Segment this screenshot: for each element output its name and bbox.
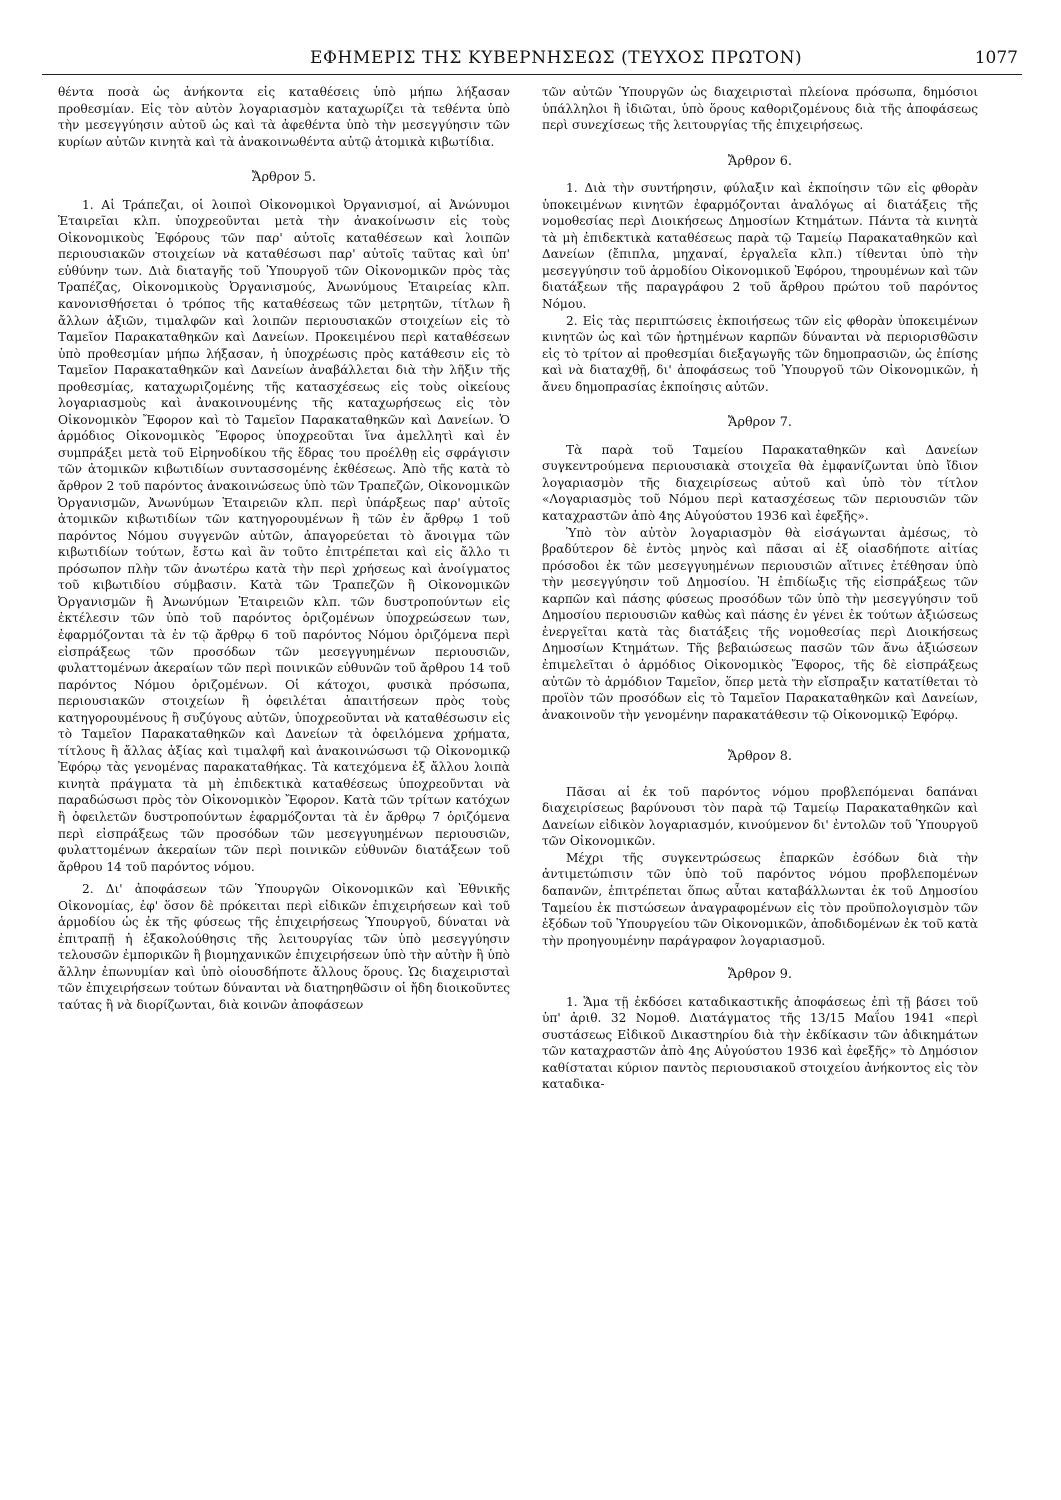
spacer bbox=[542, 432, 978, 442]
spacer bbox=[542, 766, 978, 784]
spacer bbox=[542, 984, 978, 994]
gazette-title: ΕΦΗΜΕΡΙΣ ΤΗΣ ΚΥΒΕΡΝΗΣΕΩΣ (ΤΕΥΧΟΣ ΠΡΩΤΟΝ) bbox=[310, 48, 803, 68]
spacer bbox=[542, 395, 978, 415]
spacer bbox=[58, 150, 510, 170]
left-column bbox=[58, 84, 510, 1014]
page-number: 1077 bbox=[974, 48, 1018, 68]
article-7-paragraph-2: Ὑπὸ τὸν αὐτὸν λογαριασμὸν θὰ εἰσάγωνται ἀμέσως, τὸ βραδύτερον δὲ ἐντὸς μηνὸς καὶ πᾶσαι αἱ ἐξ οἱασδήποτε αἰτίας πρόσοδοι ἐκ τῶν μεσεγγυημένων περιουσιῶν αἵτινες ἐτέθησαν ὑπὸ τὴν μεσεγγύησιν τοῦ Δημοσίου. Ἡ ἐπιδίωξις τῆς εἰσπράξεως τῶν καρπῶν καὶ πάσης φύσεως προσόδων τῶν ὑπὸ τὴν μεσεγγύησιν τοῦ Δημοσίου περιουσιῶν καθὼς καὶ πάσης ἐν γένει ἐκ τούτων ἀξιώσεως ἐνεργεῖται κατὰ τὰς διατάξεις τῆς νομοθεσίας περὶ Διοικήσεως Δημοσίων Κτημάτων. Τῆς βεβαιώσεως πασῶν τῶν ἄνω ἀξιώσεων ἐπιμελεῖται ὁ ἁρμόδιος Οἰκονομικὸς Ἔφορος, τῆς δὲ εἰσπράξεως αὐτῶν τὸ ἁρμόδιον Ταμεῖον, ὅπερ μετὰ τὴν εἴσπραξιν κατατίθεται τὸ προϊὸν τῶν προσόδων εἰς τὸ Ταμεῖον Παρακαταθηκῶν καὶ Δανείων, ἀνακοινοῦν τὴν γενομένην παρακατάθεσιν τῷ Οἰκονομικῷ Ἐφόρῳ. bbox=[542, 525, 978, 722]
right-intro-paragraph: τῶν αὐτῶν Ὑπουργῶν ὡς διαχειρισταὶ πλείονα πρόσωπα, δημόσιοι ὑπάλληλοι ἢ ἰδιῶται, ὑπὸ ὅρους καθοριζομένους διὰ τῆς ἀποφάσεως περὶ συνεχίσεως τῆς λειτουργίας τῆς ἐπιχειρήσεως. bbox=[542, 85, 978, 133]
page-header bbox=[42, 44, 1022, 74]
article-9-heading: Ἄρθρον 9. bbox=[728, 967, 792, 983]
spacer bbox=[542, 170, 978, 180]
article-7-paragraph-1: Τὰ παρὰ τοῦ Ταμείου Παρακαταθηκῶν καὶ Δανείων συγκεντρούμενα περιουσιακὰ στοιχεῖα θὰ ἐμφανίζωνται ὑπὸ ἴδιον λογαριασμὸν τῆς διαχειρίσεως αὐτοῦ καὶ ὑπὸ τὸν τίτλον «Λογαριασμὸς τοῦ Νόμου περὶ κατασχέσεως τῶν περιουσιῶν τῶν καταχραστῶν ἀπὸ 4ης Αὐγούστου 1936 καὶ ἐφεξῆς». bbox=[542, 442, 978, 524]
left-intro-paragraph: θέντα ποσὰ ὡς ἀνήκοντα εἰς καταθέσεις ὑπὸ μήπω λήξασαν προθεσμίαν. Εἰς τὸν αὐτὸν λογαριασμὸν καταχωρίζει τὰ τεθέντα ὑπὸ τὴν μεσεγγύησιν αὐτοῦ ὡς καὶ τὰ ἀφεθέντα ὑπὸ τὴν μεσεγγύησιν τῶν κυρίων αὐτῶν κινητὰ καὶ τὰ ἀνακοινωθέντα αὐτῷ ἀτομικὰ κιβωτίδια. bbox=[58, 85, 510, 149]
spacer bbox=[542, 134, 978, 154]
article-6-heading: Ἄρθρον 6. bbox=[728, 153, 792, 169]
header-rule bbox=[42, 74, 1022, 75]
article-5-paragraph-2: 2. Δι' ἀποφάσεων τῶν Ὑπουργῶν Οἰκονομικῶν καὶ Ἐθνικῆς Οἰκονομίας, ἐφ' ὅσον δὲ πρόκειται περὶ εἰδικῶν ἐπιχειρήσεων καὶ τοῦ ἁρμοδίου ὡς ἐκ τῆς φύσεως τῆς ἐπιχειρήσεως Ὑπουργοῦ, δύναται νὰ ἐπιτραπῇ ἡ ἐξακολούθησις τῆς λειτουργίας τῶν ὑπὸ μεσεγγύησιν τελουσῶν ἐμπορικῶν ἢ βιομηχανικῶν ἐπιχειρήσεων ὑπὸ τὴν αὐτὴν ἢ ὑπὸ ἄλλην ἐπωνυμίαν καὶ ὑπὸ οἱουσδήποτε ἄλλους ὅρους. Ὡς διαχειρισταὶ τῶν ἐπιχειρήσεων τούτων δύνανται νὰ διατηρηθῶσιν οἱ ἤδη διοικοῦντες ταύτας ἢ νὰ διορίζωνται, διὰ κοινῶν ἀποφάσεων bbox=[58, 882, 510, 1012]
spacer bbox=[58, 187, 510, 197]
right-column bbox=[542, 84, 978, 1093]
article-8-paragraph-2: Μέχρι τῆς συγκεντρώσεως ἐπαρκῶν ἐσόδων διὰ τὴν ἀντιμετώπισιν τῶν ὑπὸ τοῦ παρόντος νόμου προβλεπομένων δαπανῶν, ἐπιτρέπεται ὅπως αὗται καταβάλλωνται ἐκ τοῦ Δημοσίου Ταμείου ἐκ πιστώσεων ἀναγραφομένων εἰς τὸν προϋπολογισμὸν τῶν ἐξόδων τοῦ Ὑπουργείου τῶν Οἰκονομικῶν, ἀποδιδομένων ἐκ τοῦ κατὰ τὴν προηγουμένην παράγραφον λογαριασμοῦ. bbox=[542, 850, 978, 948]
article-8-paragraph-1: Πᾶσαι αἱ ἐκ τοῦ παρόντος νόμου προβλεπόμεναι δαπάναι διαχειρίσεως βαρύνουσι τὸν παρὰ τῷ Ταμείῳ Παρακαταθηκῶν καὶ Δανείων εἰδικὸν λογαριασμόν, κινούμενον δι' ἐντολῶν τοῦ Ὑπουργοῦ τῶν Οἰκονομικῶν. bbox=[542, 784, 978, 849]
article-9-paragraph-1: 1. Ἅμα τῇ ἐκδόσει καταδικαστικῆς ἀποφάσεως ἐπὶ τῇ βάσει τοῦ ὑπ' ἀριθ. 32 Νομοθ. Διατάγματος τῆς 13/15 Μαΐου 1941 «περὶ συστάσεως Εἰδικοῦ Δικαστηρίου διὰ τὴν ἐκδίκασιν τῶν ἀδικημάτων τῶν καταχραστῶν ἀπὸ 4ης Αὐγούστου 1936 καὶ ἐφεξῆς» τὸ Δημόσιον καθίσταται κύριον παντὸς περιουσιακοῦ στοιχείου ἀνήκοντος εἰς τὸν καταδικα- bbox=[542, 994, 978, 1092]
article-7-heading: Ἄρθρον 7. bbox=[728, 415, 792, 431]
article-6-paragraph-1: 1. Διὰ τὴν συντήρησιν, φύλαξιν καὶ ἐκποίησιν τῶν εἰς φθορὰν ὑποκειμένων κινητῶν ἐφαρμόζονται ἀναλόγως αἱ διατάξεις τῆς νομοθεσίας περὶ Διοικήσεως Δημοσίων Κτημάτων. Πάντα τὰ κινητὰ τὰ μὴ ἐπιδεκτικὰ καταθέσεως παρὰ τῷ Ταμείῳ Παρακαταθηκῶν καὶ Δανείων (ἔπιπλα, μηχαναί, ἐργαλεῖα κλπ.) τίθενται ὑπὸ τὴν μεσεγγύησιν τοῦ ἁρμοδίου Οἰκονομικοῦ Ἐφόρου, τηρουμένων καὶ τῶν διατάξεων τῆς παραγράφου 2 τοῦ ἄρθρου πρώτου τοῦ παρόντος Νόμου. bbox=[542, 181, 978, 312]
spacer bbox=[542, 949, 978, 967]
article-5-heading: Ἄρθρον 5. bbox=[252, 170, 316, 186]
article-8-heading: Ἄρθρον 8. bbox=[728, 749, 792, 765]
spacer bbox=[542, 723, 978, 749]
article-5-paragraph-1: 1. Αἱ Τράπεζαι, οἱ λοιποὶ Οἰκονομικοὶ Ὀργανισμοί, αἱ Ἀνώνυμοι Ἑταιρεῖαι κλπ. ὑποχρεοῦνται μετὰ τὴν ἀνακοίνωσιν εἰς τοὺς Οἰκονομικοὺς Ἐφόρους τῶν παρ' αὐτοῖς καταθέσεων καὶ λοιπῶν περιουσιακῶν στοιχείων νὰ καταθέσωσι παρ' αὐτοῖς ταῦτας καὶ ὑπ' εὐθύνην των. Διὰ διαταγῆς τοῦ Ὑπουργοῦ τῶν Οἰκονομικῶν πρὸς τὰς Τραπέζας, Οἰκονομικοὺς Ὀργανισμούς, Ἀνωνύμους Ἑταιρείας κλπ. κανονισθήσεται ὁ τρόπος τῆς καταθέσεως τῶν μετρητῶν, τίτλων ἢ ἄλλων ἀξιῶν, τιμαλφῶν καὶ λοιπῶν περιουσιακῶν στοιχείων εἰς τὸ Ταμεῖον Παρακαταθηκῶν καὶ Δανείων. Προκειμένου περὶ καταθέσεων ὑπὸ προθεσμίαν μήπω λήξασαν, ἡ ὑποχρέωσις πρὸς κατάθεσιν εἰς τὸ Ταμεῖον Παρακαταθηκῶν καὶ Δανείων ἀναβάλλεται διὰ τὴν λῆξιν τῆς προθεσμίας, καταχωριζομένης τῆς κατασχέσεως εἰς τοὺς οἰκείους λογαριασμοὺς καὶ ἀνακοινουμένης τῆς καταχωρήσεως εἰς τὸν Οἰκονομικὸν Ἔφορον καὶ τὸ Ταμεῖον Παρακαταθηκῶν καὶ Δανείων. Ὁ ἁρμόδιος Οἰκονομικὸς Ἔφορος ὑποχρεοῦται ἵνα ἀμελλητὶ καὶ ἐν συμπράξει μετὰ τοῦ Εἰρηνοδίκου τῆς ἕδρας του προέλθῃ εἰς σφράγισιν τῶν ἀτομικῶν κιβωτιδίων συντασσομένης ἐκθέσεως. Ἀπὸ τῆς κατὰ τὸ ἄρθρον 2 τοῦ παρόντος ἀνακοινώσεως ὑπὸ τῶν Τραπεζῶν, Οἰκονομικῶν Ὀργανισμῶν, Ἀνωνύμων Ἑταιρειῶν κλπ. περὶ ὑπάρξεως παρ' αὐτοῖς ἀτομικῶν κιβωτιδίων τῶν κατηγορουμένων ἢ τῶν ἐν ἄρθρῳ 1 τοῦ παρόντος Νόμου συγγενῶν αὐτῶν, ἀπαγορεύεται τὸ ἄνοιγμα τῶν κιβωτιδίων τούτων, ἔστω καὶ ἂν τοῦτο ἐπιτρέπεται καὶ εἰς ἄλλο τι πρόσωπον πλὴν τῶν ἀνωτέρω κατὰ τὴν περὶ χρήσεως καὶ ἀνοίγματος τοῦ κιβωτιδίου σύμβασιν. Κατὰ τῶν Τραπεζῶν ἢ Οἰκονομικῶν Ὀργανισμῶν ἢ Ἀνωνύμων Ἑταιρειῶν κλπ. τῶν δυστροπούντων εἰς ἐκτέλεσιν τῶν ὑπὸ τοῦ παρόντος ὁριζομένων ὑποχρεώσεων των, ἐφαρμόζονται τὰ ἐν τῷ ἄρθρῳ 6 τοῦ παρόντος Νόμου ὁριζόμενα περὶ εἰσπράξεως τῶν προσόδων τῶν μεσεγγυημένων περιουσιῶν, φυλαττομένων ἀκεραίων τῶν περὶ ποινικῶν εὐθυνῶν τοῦ ἄρθρου 14 τοῦ παρόντος Νόμου ὁριζομένων. Οἱ κάτοχοι, φυσικὰ πρόσωπα, περιουσιακῶν στοιχείων ἢ ὀφειλέται ἀπαιτήσεων πρὸς τοὺς κατηγορουμένους ἢ συζύγους αὐτῶν, ὑποχρεοῦνται νὰ καταθέσωσιν εἰς τὸ Ταμεῖον Παρακαταθηκῶν καὶ Δανείων τὰ ὀφειλόμενα χρήματα, τίτλους ἢ ἄλλας ἀξίας καὶ τιμαλφῆ καὶ ἀνακοινώσωσι τῷ Οἰκονομικῷ Ἐφόρῳ τὰς γενομένας παρακαταθήκας. Τὰ κατεχόμενα ἐξ ἄλλου λοιπὰ κινητὰ πράγματα τὰ μὴ ἐπιδεκτικὰ καταθέσεως ὑποχρεοῦνται νὰ παραδώσωσι πρὸς τὸν Οἰκονομικὸν Ἔφορον. Κατὰ τῶν τρίτων κατόχων ἢ ὀφειλετῶν δυστροπούντων ἐφαρμόζονται τὰ ἐν ἄρθρῳ 7 ὁριζόμενα περὶ εἰσπράξεως τῶν προσόδων τῶν μεσεγγυημένων περιουσιῶν, φυλαττομένων ἀκεραίων τῶν περὶ ποινικῶν εὐθυνῶν διατάξεων τοῦ ἄρθρου 14 τοῦ παρόντος νόμου. bbox=[58, 197, 510, 874]
article-6-paragraph-2: 2. Εἰς τὰς περιπτώσεις ἐκποιήσεως τῶν εἰς φθορὰν ὑποκειμένων κινητῶν ὡς καὶ τῶν ἠρτημένων καρπῶν δύνανται νὰ περιορισθῶσιν εἰς τὸ τρίτον αἱ προθεσμίαι διεξαγωγῆς τῶν δημοπρασιῶν, ὡς ἐπίσης καὶ νὰ διαταχθῇ, δι' ἀποφάσεως τοῦ Ὑπουργοῦ τῶν Οἰκονομικῶν, ἡ ἄνευ δημοπρασίας ἐκποίησις αὐτῶν. bbox=[542, 313, 978, 394]
